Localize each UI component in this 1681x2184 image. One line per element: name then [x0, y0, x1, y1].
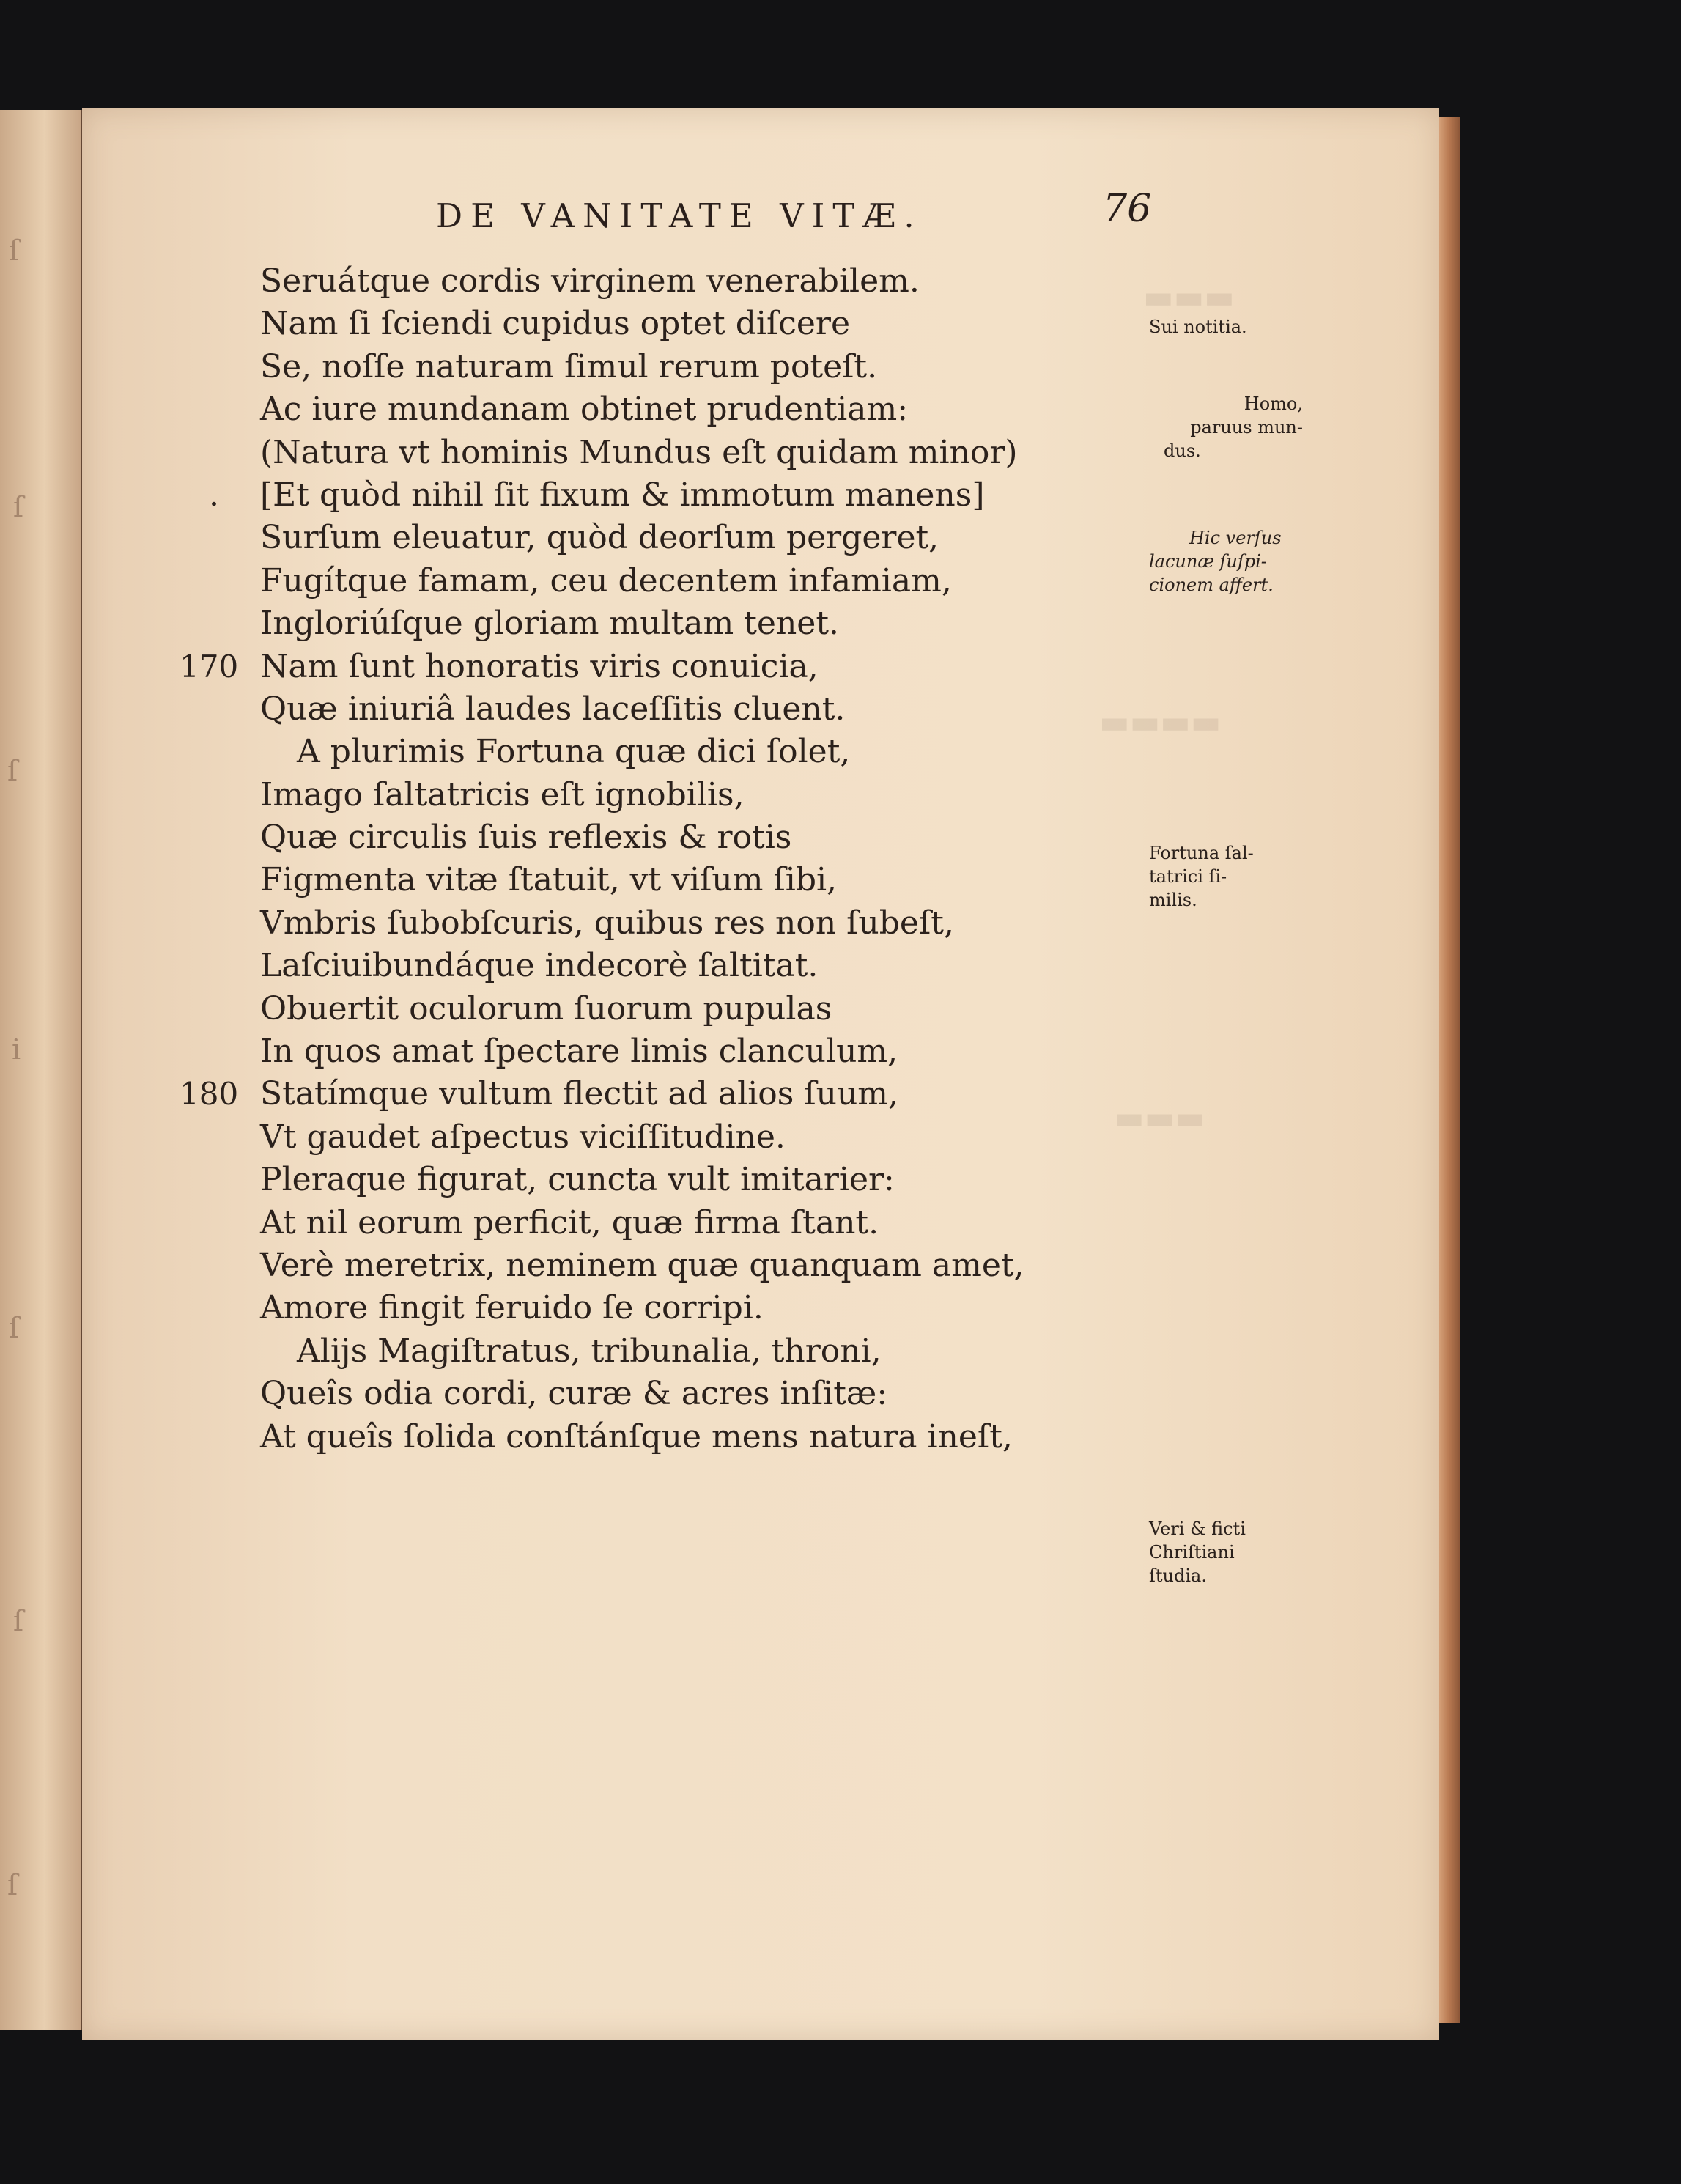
marginal-note: [1149, 315, 1318, 339]
verse-text: Verè meretrix, neminem quæ quanquam amet,: [260, 1246, 1024, 1284]
verse-text: In quos amat ſpectare limis clanculum,: [260, 1033, 898, 1071]
verse-text: (Natura vt hominis Mundus eſt quidam minor): [260, 433, 1018, 471]
verse-line: [260, 1416, 1139, 1458]
facing-page-fragment: ſ: [7, 1869, 18, 1901]
facing-page-fragment: ſ: [13, 1605, 24, 1637]
verse-text: Seruátque cordis virginem venerabilem.: [260, 262, 920, 300]
verse-text: Amore fingit feruido ſe corripi.: [260, 1289, 764, 1327]
verse-line: [180, 646, 1139, 688]
verse-text: Quæ iniuriâ laudes laceſſitis cluent.: [260, 690, 846, 728]
verse-line: [260, 1116, 1139, 1159]
verse-line: [260, 902, 1139, 945]
verse-text: Queîs odia cordi, curæ & acres inſitæ:: [260, 1375, 888, 1413]
marginal-note: [1149, 526, 1318, 597]
verse-text: Ingloriúſque gloriam multam tenet.: [260, 605, 840, 643]
verse-text: Alijs Magiſtratus, tribunalia, throni,: [297, 1332, 882, 1370]
verse-text: Figmenta vitæ ſtatuit, vt viſum ſibi,: [260, 861, 838, 899]
verse-line: [260, 731, 1139, 773]
facing-page-fragment: ſ: [7, 755, 18, 787]
verse-block: [180, 260, 1139, 1458]
verse-text: Fugítque famam, ceu decentem infamiam,: [260, 561, 952, 600]
note-line: tatrici ſi-: [1149, 866, 1227, 887]
verse-line: [260, 602, 1139, 645]
verse-line: [209, 474, 1139, 517]
verse-line: [260, 1287, 1139, 1329]
verse-line: [260, 988, 1139, 1030]
verse-text: Statímque vultum flectit ad alios ſuum,: [260, 1075, 898, 1113]
note-line: Homo,: [1244, 394, 1303, 414]
verse-text: Surſum eleuatur, quòd deorſum pergeret,: [260, 519, 939, 557]
verse-line: [260, 1373, 1139, 1415]
facing-page-fragment: ſ: [13, 491, 24, 523]
margin-bullet: .: [209, 476, 219, 514]
verse-line: [260, 688, 1139, 731]
verse-line: [260, 945, 1139, 987]
verse-line: [260, 816, 1139, 859]
verse-text: A plurimis Fortuna quæ dici ſolet,: [297, 733, 851, 771]
verse-text: Vmbris ſubobſcuris, quibus res non ſubeſt,: [260, 904, 954, 942]
verse-line: [260, 303, 1139, 345]
note-line: Sui notitia.: [1149, 317, 1247, 337]
show-through-decoration: ▬▬▬: [1143, 278, 1235, 316]
note-line: cionem affert.: [1149, 575, 1274, 595]
verse-text: Vt gaudet aſpectus viciſſitudine.: [260, 1118, 786, 1156]
page-number: 76: [1103, 187, 1152, 231]
line-number: 180: [180, 1076, 239, 1113]
note-line: ſtudia.: [1149, 1565, 1207, 1586]
verse-text: Ac iure mundanam obtinet prudentiam:: [260, 391, 909, 429]
verse-line: [260, 560, 1139, 602]
verse-line: [260, 774, 1139, 816]
verse-text: Obuertit oculorum ſuorum pupulas: [260, 989, 832, 1028]
note-line: lacunæ ſuſpi-: [1149, 551, 1267, 572]
facing-page-fragment: ſ: [9, 235, 20, 267]
marginal-note: [1149, 841, 1318, 912]
verse-text: At queîs ſolida conſtánſque mens natura ineſt,: [260, 1417, 1013, 1456]
marginal-note: [1149, 1517, 1318, 1587]
show-through-decoration: ▬▬▬: [1114, 1099, 1205, 1137]
note-line: dus.: [1164, 440, 1201, 461]
verse-line: [260, 517, 1139, 559]
note-line: Fortuna ſal-: [1149, 843, 1254, 863]
note-line: Hic verſus: [1189, 528, 1282, 548]
verse-line: [260, 1030, 1139, 1073]
verse-text: At nil eorum perficit, quæ firma ſtant.: [260, 1203, 879, 1242]
verse-text: Laſciuibundáque indecorè ſaltitat.: [260, 947, 819, 985]
note-line: paruus mun-: [1190, 417, 1303, 438]
show-through-decoration: ▬▬▬▬: [1099, 704, 1222, 741]
verse-text: Quæ circulis ſuis reflexis & rotis: [260, 819, 792, 857]
facing-page-fragment: ſ: [9, 1312, 20, 1344]
note-line: Veri & ficti: [1149, 1519, 1246, 1539]
facing-page-fragment: i: [12, 1033, 21, 1066]
verse-line: [180, 1073, 1139, 1115]
verse-line: [260, 859, 1139, 901]
line-number: 170: [180, 648, 239, 685]
note-line: milis.: [1149, 890, 1197, 910]
verse-text: Imago ſaltatricis eſt ignobilis,: [260, 775, 745, 814]
page-fore-edge: [1438, 117, 1460, 2023]
facing-page-edge: [0, 110, 84, 2030]
verse-line: [260, 1202, 1139, 1244]
verse-line: [260, 432, 1139, 474]
running-head: DE VANITATE VITÆ.: [436, 196, 923, 235]
verse-text: Nam ſi ſciendi cupidus optet diſcere: [260, 305, 850, 343]
verse-line: [260, 260, 1139, 303]
marginal-note: [1149, 392, 1303, 462]
note-line: Chriſtiani: [1149, 1542, 1235, 1563]
verse-line: [260, 346, 1139, 388]
verse-text: Se, noſſe naturam ſimul rerum poteſt.: [260, 347, 878, 385]
verse-line: [260, 1244, 1139, 1287]
verse-line: [260, 1330, 1139, 1373]
verse-line: [260, 1159, 1139, 1201]
verse-text: Nam ſunt honoratis viris conuicia,: [260, 647, 819, 685]
verse-line: [260, 388, 1139, 431]
verse-text: Pleraque figurat, cuncta vult imitarier:: [260, 1161, 895, 1199]
verse-text: [Et quòd nihil ſit fixum & immotum manens]: [260, 476, 985, 514]
